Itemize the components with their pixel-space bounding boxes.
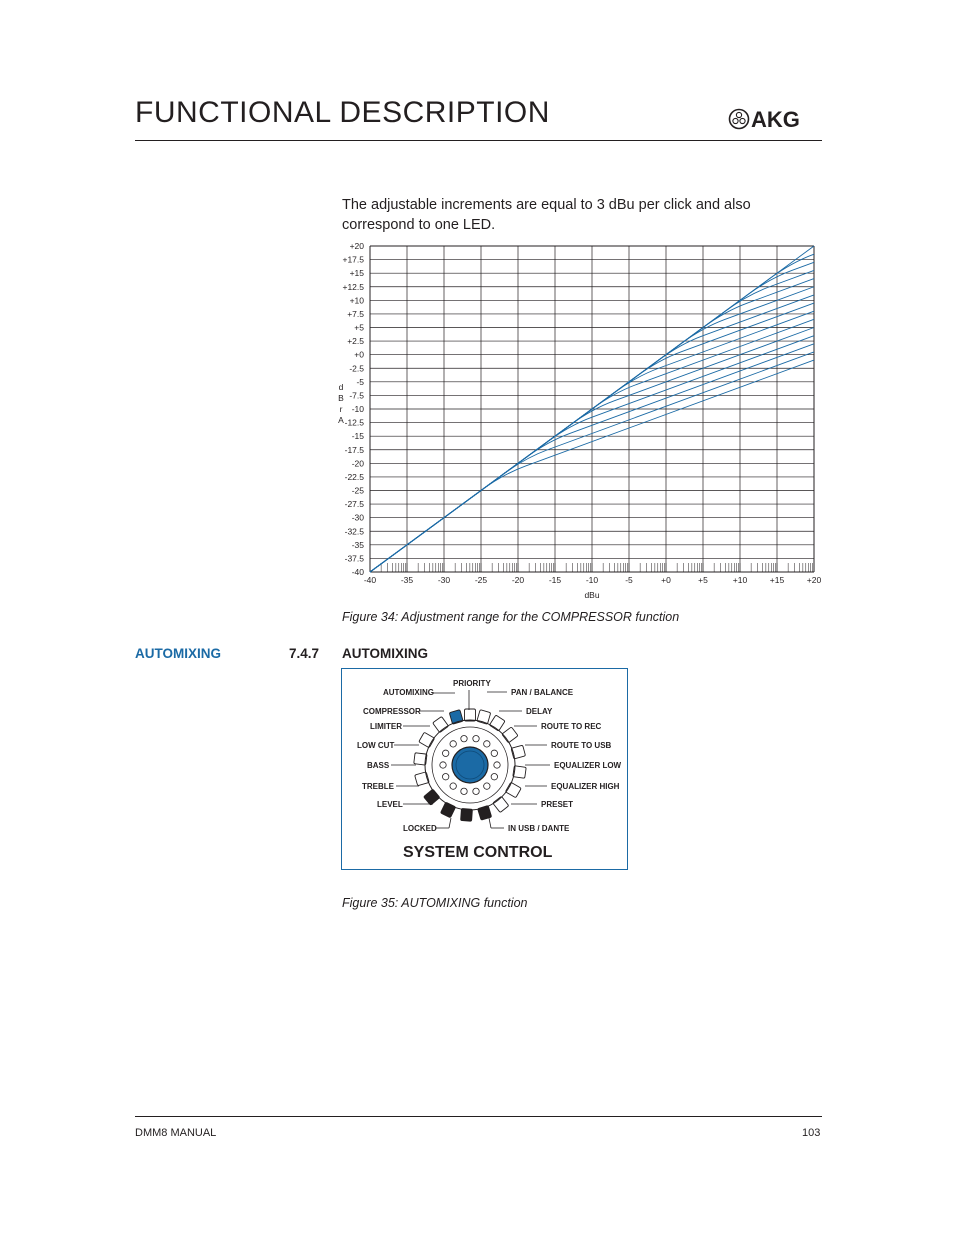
x-tick-label: -10 — [585, 575, 599, 585]
x-axis-label: dBu — [584, 590, 600, 600]
label-route-to-rec: ROUTE TO REC — [541, 722, 602, 731]
label-preset: PRESET — [541, 800, 574, 809]
control-knob[interactable] — [452, 747, 488, 783]
side-heading: AUTOMIXING — [135, 646, 222, 661]
label-low-cut: LOW CUT — [357, 741, 395, 750]
y-tick-label: -25 — [351, 485, 364, 496]
y-tick-label: -2.5 — [349, 363, 364, 374]
y-tick-label: -37.5 — [344, 553, 364, 564]
label-priority: PRIORITY — [453, 679, 491, 688]
knob-tooth — [473, 788, 479, 794]
label-delay: DELAY — [526, 707, 553, 716]
label-compressor: COMPRESSOR — [363, 707, 421, 716]
figure-35-caption: Figure 35: AUTOMIXING function — [342, 896, 528, 910]
led-priority — [465, 709, 476, 721]
knob-tooth — [442, 750, 448, 756]
label-treble: TREBLE — [362, 782, 394, 791]
y-tick-label: -22.5 — [344, 471, 364, 482]
y-axis-label-char: r — [339, 404, 343, 414]
x-tick-label: +0 — [661, 575, 671, 585]
y-axis-label-char: B — [338, 393, 344, 403]
y-tick-label: -27.5 — [344, 499, 364, 510]
knob-tooth — [450, 783, 456, 789]
knob-tooth — [461, 788, 467, 794]
knob-tooth — [440, 762, 446, 768]
y-tick-label: -20 — [351, 458, 364, 469]
knob-tooth — [461, 735, 467, 741]
page-title: FUNCTIONAL DESCRIPTION — [135, 96, 550, 129]
y-tick-label: -12.5 — [344, 417, 364, 428]
y-tick-label: -40 — [351, 567, 364, 577]
knob-tooth — [491, 750, 497, 756]
knob-tooth — [442, 774, 448, 780]
y-tick-label: -32.5 — [344, 526, 364, 537]
footer-divider — [135, 1116, 822, 1117]
page-number: 103 — [802, 1127, 821, 1139]
y-tick-label: +0 — [354, 349, 364, 360]
knob-tooth — [491, 774, 497, 780]
y-tick-label: +20 — [349, 241, 364, 251]
y-tick-label: +10 — [349, 295, 364, 306]
label-in-usb-dante: IN USB / DANTE — [508, 824, 570, 833]
label-bass: BASS — [367, 761, 390, 770]
y-tick-label: -17.5 — [344, 444, 364, 455]
x-tick-label: -15 — [548, 575, 562, 585]
compressor-chart — [330, 238, 830, 608]
label-limiter: LIMITER — [370, 722, 402, 731]
knob-tooth — [473, 735, 479, 741]
x-tick-label: -40 — [363, 575, 377, 585]
section-title: AUTOMIXING — [342, 646, 429, 661]
label-level: LEVEL — [377, 800, 403, 809]
y-tick-label: -10 — [351, 404, 364, 414]
y-tick-label: +17.5 — [342, 254, 364, 265]
label-pan-balance: PAN / BALANCE — [511, 688, 574, 697]
y-tick-label: -15 — [351, 431, 364, 442]
system-control-panel — [341, 668, 628, 870]
knob-tooth — [484, 741, 490, 747]
y-axis-label-char: A — [338, 415, 344, 425]
y-tick-label: -5 — [356, 376, 364, 387]
header-divider — [135, 140, 822, 141]
y-tick-label: -30 — [351, 512, 364, 523]
y-tick-label: -7.5 — [349, 390, 364, 401]
logo-text: AKG — [751, 107, 800, 132]
intro-paragraph: The adjustable increments are equal to 3 dBu per click and also correspond to one LED. — [342, 197, 751, 233]
x-tick-label: +20 — [806, 575, 822, 585]
x-tick-label: -35 — [400, 575, 414, 585]
panel-title: SYSTEM CONTROL — [403, 844, 553, 861]
footer-manual-name: DMM8 MANUAL — [135, 1127, 217, 1139]
y-tick-label: +7.5 — [347, 308, 364, 319]
label-equalizer-low: EQUALIZER LOW — [554, 761, 622, 770]
akg-logo — [728, 106, 824, 132]
label-locked: LOCKED — [403, 824, 437, 833]
x-tick-label: -5 — [625, 575, 633, 585]
label-automixing: AUTOMIXING — [383, 688, 434, 697]
knob-tooth — [494, 762, 500, 768]
section-number: 7.4.7 — [289, 646, 320, 661]
y-tick-label: +5 — [354, 322, 364, 333]
y-tick-label: -35 — [351, 539, 364, 550]
y-axis-label-char: d — [338, 382, 344, 392]
knob-tooth — [450, 741, 456, 747]
x-tick-label: -20 — [511, 575, 525, 585]
x-tick-label: +15 — [769, 575, 785, 585]
y-tick-label: +12.5 — [342, 281, 364, 292]
x-tick-label: -25 — [474, 575, 488, 585]
label-equalizer-high: EQUALIZER HIGH — [551, 782, 620, 791]
label-route-to-usb: ROUTE TO USB — [551, 741, 612, 750]
y-tick-label: +15 — [349, 268, 364, 279]
knob-tooth — [484, 783, 490, 789]
figure-34-caption: Figure 34: Adjustment range for the COMPRESSOR function — [342, 610, 680, 624]
x-tick-label: +10 — [732, 575, 748, 585]
y-tick-label: +2.5 — [347, 336, 364, 347]
x-tick-label: -30 — [437, 575, 451, 585]
x-tick-label: +5 — [698, 575, 708, 585]
